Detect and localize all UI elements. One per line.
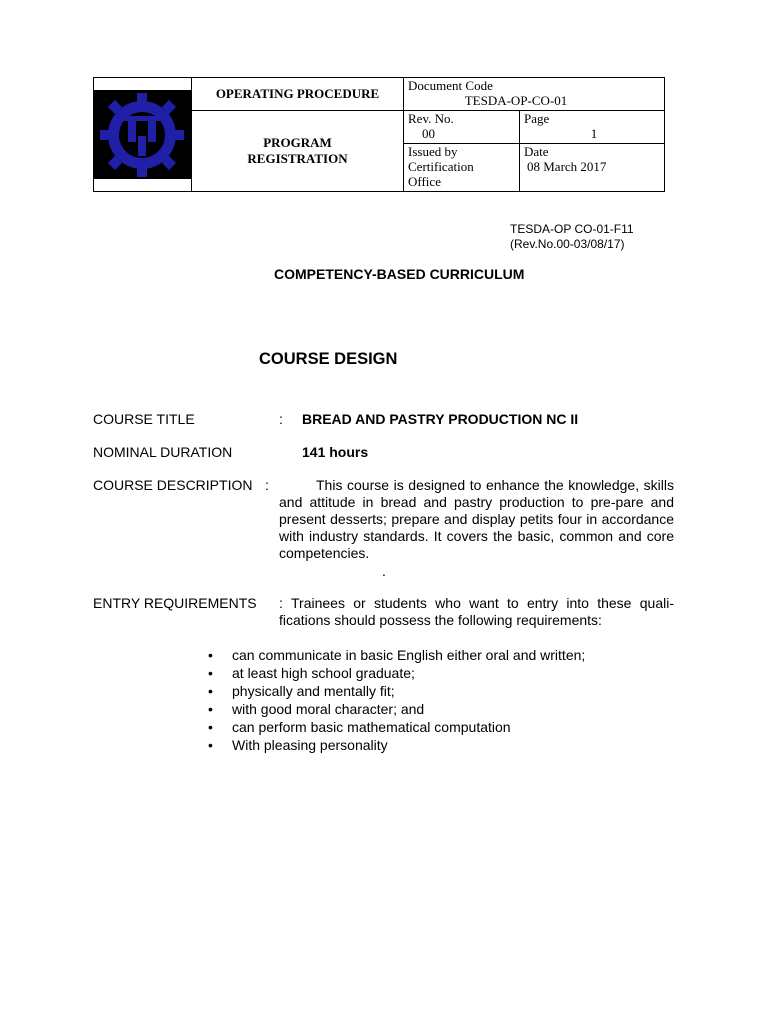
date-label: Date <box>524 144 549 159</box>
bullet-icon: • <box>208 647 213 663</box>
page-cell <box>520 111 665 144</box>
curriculum-title: COMPETENCY-BASED CURRICULUM <box>274 266 525 282</box>
course-description-colon: : <box>265 477 269 493</box>
entry-requirements-label: ENTRY REQUIREMENTS <box>93 595 257 611</box>
requirement-text: physically and mentally fit; <box>232 683 395 699</box>
issued-by-line3: Office <box>408 174 441 189</box>
requirement-item <box>208 646 585 664</box>
requirement-text: with good moral character; and <box>232 701 425 717</box>
requirement-item <box>208 736 585 754</box>
requirement-item <box>208 700 585 718</box>
date-value: 08 March 2017 <box>527 159 607 174</box>
rev-no-value: 00 <box>422 126 435 141</box>
bullet-icon: • <box>208 737 213 753</box>
requirement-item <box>208 682 585 700</box>
rev-no-cell <box>404 111 520 144</box>
issued-by-line1: Issued by <box>408 144 458 159</box>
form-code-line2: (Rev.No.00-03/08/17) <box>510 237 625 251</box>
nominal-duration-value: 141 hours <box>302 444 369 460</box>
stray-dot: . <box>382 563 386 579</box>
date-cell <box>520 144 665 192</box>
program-registration-cell <box>192 111 404 192</box>
course-title-value: BREAD AND PASTRY PRODUCTION NC II <box>302 411 579 427</box>
requirements-list <box>208 646 585 754</box>
logo-cell <box>94 78 192 192</box>
course-title-label: COURSE TITLE <box>93 411 195 427</box>
issued-by-line2: Certification <box>408 159 474 174</box>
form-code <box>510 222 634 252</box>
bullet-icon: • <box>208 683 213 699</box>
entry-requirements-colon: : <box>279 595 283 611</box>
course-title-colon: : <box>279 411 283 427</box>
page-label: Page <box>524 111 550 126</box>
course-description-label: COURSE DESCRIPTION <box>93 477 253 493</box>
document-header-table <box>93 77 665 192</box>
program-registration-line2: REGISTRATION <box>247 151 348 166</box>
entry-requirements-text: Trainees or students who want to entry into these quali-fications should possess the following requirements: <box>279 595 674 628</box>
requirement-item <box>208 664 585 682</box>
requirement-text: can communicate in basic English either oral and written; <box>232 647 586 663</box>
tesda-logo <box>94 78 191 191</box>
requirement-text: With pleasing personality <box>232 737 388 753</box>
bullet-icon: • <box>208 701 213 717</box>
operating-procedure-cell <box>192 78 404 111</box>
course-description-text: This course is designed to enhance the knowledge, skills and attitude in bread and pastry production to pre-pare and present desserts; prepare and display petits four in accordance with industry standards. It covers the basic, common and core competencies. <box>279 477 674 561</box>
course-design-title: COURSE DESIGN <box>259 350 398 368</box>
bullet-icon: • <box>208 665 213 681</box>
document-code-label: Document Code <box>408 78 493 93</box>
program-registration-line1: PROGRAM <box>263 135 332 150</box>
document-code-value: TESDA-OP-CO-01 <box>464 93 568 108</box>
requirement-text: can perform basic mathematical computation <box>232 719 511 735</box>
page-value: 1 <box>590 126 598 141</box>
form-code-line1: TESDA-OP CO-01-F11 <box>510 222 634 236</box>
requirement-text: at least high school graduate; <box>232 665 415 681</box>
requirement-item <box>208 718 585 736</box>
nominal-duration-label: NOMINAL DURATION <box>93 444 233 460</box>
rev-no-label: Rev. No. <box>408 111 454 126</box>
issued-by-cell <box>404 144 520 192</box>
operating-procedure-label: OPERATING PROCEDURE <box>215 86 380 101</box>
bullet-icon: • <box>208 719 213 735</box>
tesda-gear-logo-icon <box>94 78 191 191</box>
document-code-cell <box>404 78 665 111</box>
